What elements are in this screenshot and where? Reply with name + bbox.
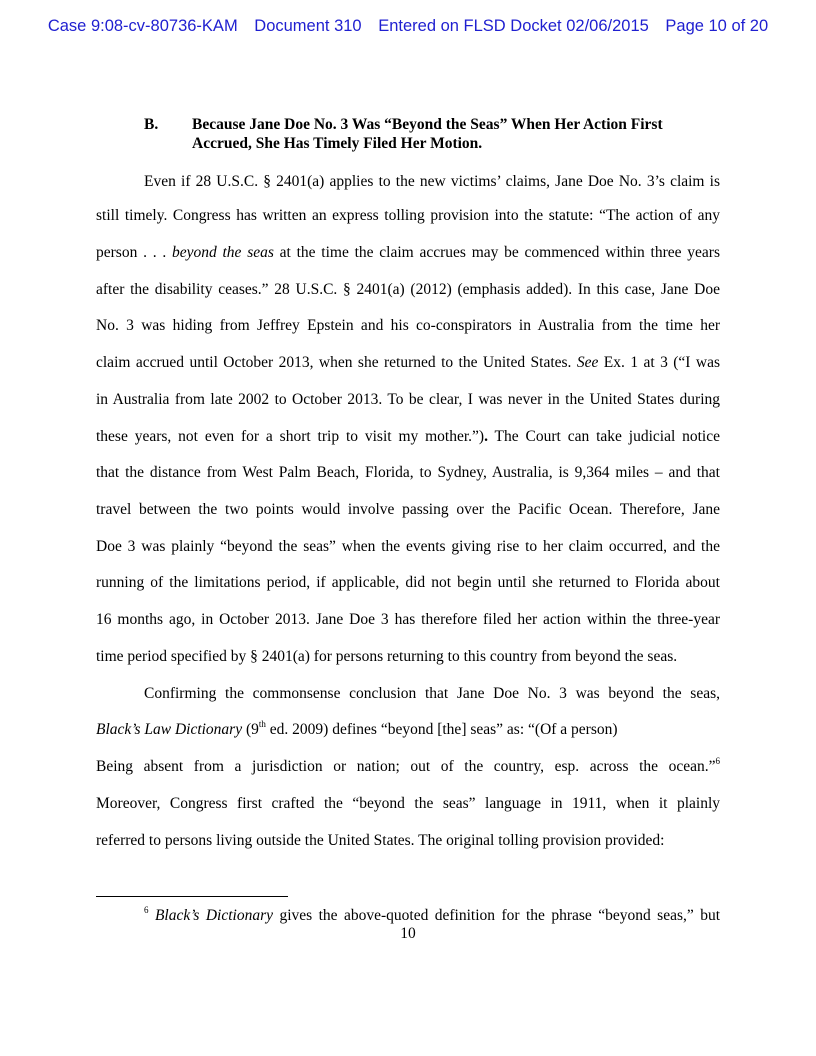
body-line: still timely. Congress has written an express tolling provision into the statute: “The action of any (96, 207, 720, 224)
body-line (96, 757, 720, 777)
text-run: these years, not even for a short trip to visit my mother.”) (96, 428, 485, 445)
body-line: Moreover, Congress first crafted the “beyond the seas” language in 1911, when it plainly (96, 795, 720, 812)
page-indicator: Page 10 of 20 (665, 17, 769, 35)
footnote-text: gives the above-quoted definition for the phrase “beyond seas,” but (273, 907, 720, 924)
docket-header (0, 17, 816, 36)
body-line (96, 243, 720, 263)
body-line: referred to persons living outside the United States. The original tolling provision provided: (96, 832, 665, 849)
body-line: after the disability ceases.” 28 U.S.C. § 2401(a) (2012) (emphasis added). In this case, Jane Doe (96, 281, 720, 298)
footnote (144, 906, 720, 926)
text-run: (9 (242, 721, 259, 738)
text-run: Being absent from a jurisdiction or nation; out of the country, esp. across the ocean.” (96, 758, 716, 775)
page-number: 10 (400, 925, 416, 942)
text-run: claim accrued until October 2013, when she returned to the United States. (96, 354, 577, 371)
case-number: Case 9:08-cv-80736-KAM (47, 17, 238, 35)
text-run: at the time the claim accrues may be commenced within three years (273, 244, 720, 261)
body-line: travel between the two points would involve passing over the Pacific Ocean. Therefore, Jane (96, 501, 720, 518)
footnote-number: 6 (144, 905, 149, 915)
body-line: time period specified by § 2401(a) for persons returning to this country from beyond the seas. (96, 648, 678, 665)
body-line: in Australia from late 2002 to October 2013. To be clear, I was never in the United States during (96, 391, 720, 408)
section-title-line: Accrued, She Has Timely Filed Her Motion. (192, 135, 483, 152)
footnote-reference[interactable]: 6 (715, 756, 720, 766)
document-number: Document 310 (254, 17, 362, 35)
text-run: ed. 2009) defines “beyond [the] seas” as: “(Of a person) (265, 721, 618, 738)
body-line (96, 720, 720, 740)
body-line: Confirming the commonsense conclusion that Jane Doe No. 3 was beyond the seas, (144, 685, 720, 702)
text-run: Ex. 1 at 3 (“I was (598, 354, 720, 371)
footnote-source-title: Black’s Dictionary (154, 907, 274, 924)
docket-entry: Entered on FLSD Docket 02/06/2015 (378, 17, 649, 35)
bold-period: . (484, 428, 488, 445)
body-line: that the distance from West Palm Beach, Florida, to Sydney, Australia, is 9,364 miles – and that (96, 464, 720, 481)
section-title (192, 115, 712, 153)
body-line (96, 427, 720, 447)
footnote-divider (96, 896, 288, 897)
body-line: running of the limitations period, if applicable, did not begin until she returned to Florida about (96, 574, 720, 591)
source-title: Black’s Law Dictionary (96, 721, 243, 738)
section-label: B. (144, 116, 159, 133)
body-line: Even if 28 U.S.C. § 2401(a) applies to the new victims’ claims, Jane Doe No. 3’s claim is (144, 173, 720, 190)
body-line: No. 3 was hiding from Jeffrey Epstein and his co-conspirators in Australia from the time her (96, 317, 720, 334)
section-title-line: Because Jane Doe No. 3 Was “Beyond the Seas” When Her Action First (192, 116, 663, 133)
citation-signal: See (576, 354, 599, 371)
body-line (96, 353, 720, 373)
emphasis-text: beyond the seas (171, 244, 274, 261)
body-line: Doe 3 was plainly “beyond the seas” when the events giving rise to her claim occurred, and the (96, 538, 720, 555)
body-line: 16 months ago, in October 2013. Jane Doe 3 has therefore filed her action within the three-year (96, 611, 720, 628)
text-run: person . . . (96, 244, 172, 261)
superscript: th (258, 719, 266, 729)
text-run: The Court can take judicial notice (487, 428, 721, 445)
